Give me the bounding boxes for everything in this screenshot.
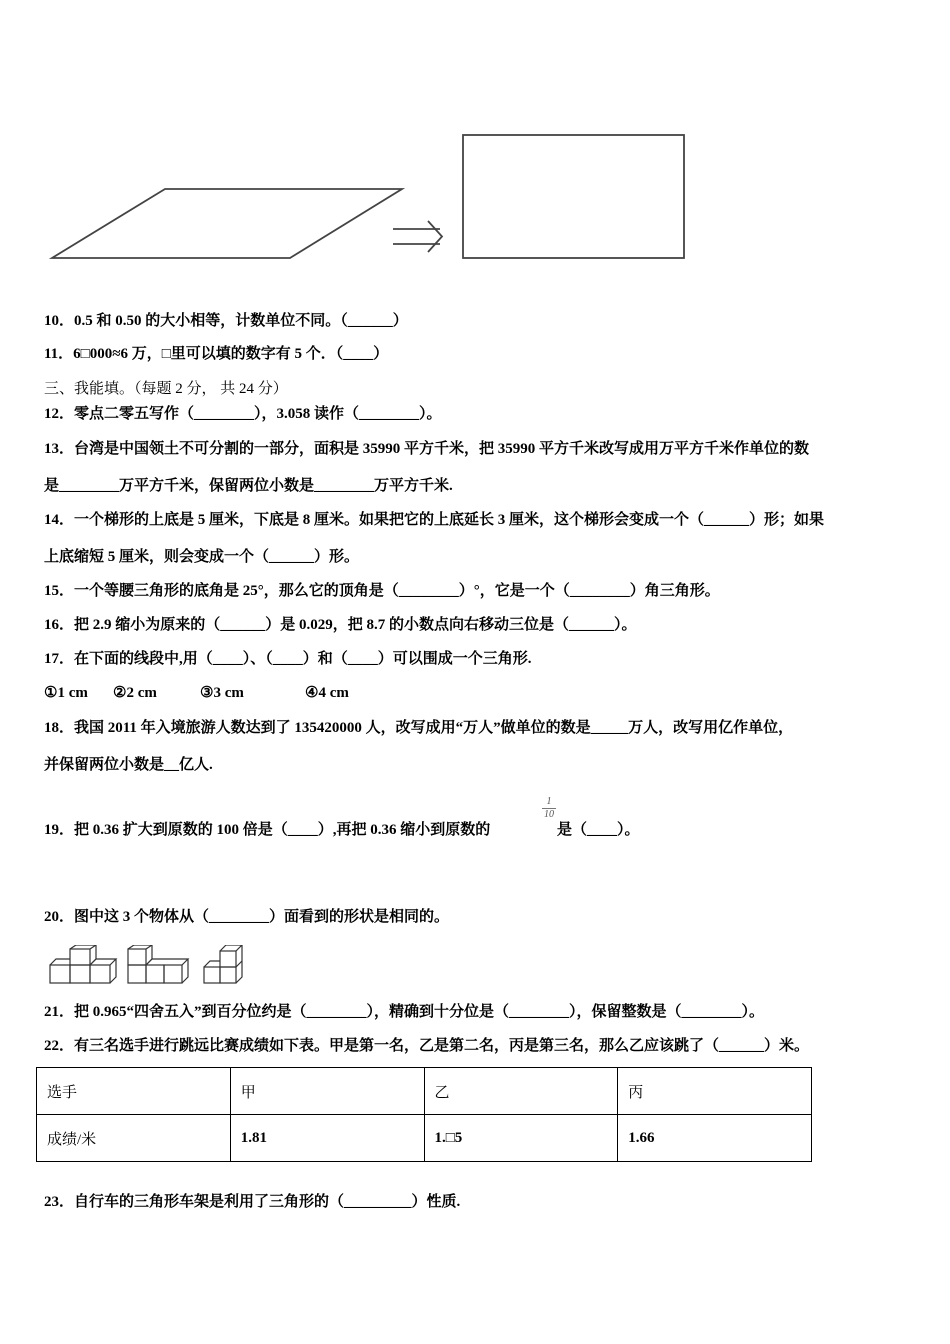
question-17-option-4: ④4 cm xyxy=(305,685,349,701)
question-14-line2: 上底缩短 5 厘米，则会变成一个（______）形。 xyxy=(44,549,360,565)
question-17-option-3: ③3 cm xyxy=(200,685,244,701)
table-cell: 乙 xyxy=(424,1068,618,1115)
table-cell: 丙 xyxy=(618,1068,812,1115)
question-17-option-1: ①1 cm xyxy=(44,685,88,701)
table-cell: 1.□5 xyxy=(424,1115,618,1162)
question-13-line2: 是________万平方千米，保留两位小数是________万平方千米. xyxy=(44,478,453,494)
one-tenth-fraction xyxy=(541,796,557,821)
question-21: 21．把 0.965“四舍五入”到百分位约是（________），精确到十分位是（________），保留整数是（________）。 xyxy=(44,1004,765,1020)
table-cell: 甲 xyxy=(230,1068,424,1115)
question-20: 20．图中这 3 个物体从（________）面看到的形状是相同的。 xyxy=(44,909,450,925)
question-17: 17．在下面的线段中,用（____）、（____）和（____）可以围成一个三角形. xyxy=(44,651,532,667)
cube-object-1 xyxy=(50,945,116,983)
fraction-denominator: 10 xyxy=(544,809,554,820)
question-23: 23．自行车的三角形车架是利用了三角形的（_________）性质. xyxy=(44,1194,461,1210)
rectangle-shape xyxy=(463,135,684,258)
long-jump-results-table xyxy=(36,1067,812,1162)
section-heading: 三、我能填。（每题 2 分， 共 24 分） xyxy=(44,381,288,397)
question-12: 12．零点二零五写作（________），3.058 读作（________）。 xyxy=(44,406,442,422)
parallelogram-to-rectangle-figure xyxy=(0,0,950,280)
cube-objects-figure xyxy=(44,945,264,987)
double-arrow-icon xyxy=(393,221,442,252)
question-13-line1: 13．台湾是中国领土不可分割的一部分，面积是 35990 平方千米，把 35990 平方千米改写成用万平方千米作单位的数 xyxy=(44,441,810,457)
question-15: 15．一个等腰三角形的底角是 25°，那么它的顶角是（________）°，它是一个（________）角三角形。 xyxy=(44,583,720,599)
question-18-line1: 18．我国 2011 年入境旅游人数达到了 135420000 人，改写成用“万人”做单位的数是_____万人，改写用亿作单位， xyxy=(44,720,794,736)
table-cell: 1.66 xyxy=(618,1115,812,1162)
table-cell: 1.81 xyxy=(230,1115,424,1162)
question-11: 11．6□000≈6 万，□里可以填的数字有 5 个．（____） xyxy=(44,346,389,362)
question-18-line2: 并保留两位小数是__亿人. xyxy=(44,757,213,773)
question-17-option-2: ②2 cm xyxy=(113,685,157,701)
question-14-line1: 14．一个梯形的上底是 5 厘米，下底是 8 厘米。如果把它的上底延长 3 厘米，这个梯形会变成一个（______）形；如果 xyxy=(44,512,825,528)
table-header-row xyxy=(37,1068,812,1115)
table-cell: 选手 xyxy=(37,1068,231,1115)
question-19-part1: 19．把 0.36 扩大到原数的 100 倍是（____）,再把 0.36 缩小到原数的 xyxy=(44,822,491,838)
question-19-part2: 是（____）。 xyxy=(557,822,640,838)
cube-object-2 xyxy=(128,945,188,983)
fraction-numerator: 1 xyxy=(546,796,552,807)
cube-object-3 xyxy=(204,945,242,983)
question-22: 22．有三名选手进行跳远比赛成绩如下表。甲是第一名，乙是第二名，丙是第三名，那么乙应该跳了（______）米。 xyxy=(44,1038,810,1054)
question-10: 10．0.5 和 0.50 的大小相等，计数单位不同。（______） xyxy=(44,313,408,329)
question-16: 16．把 2.9 缩小为原来的（______）是 0.029，把 8.7 的小数点向右移动三位是（______）。 xyxy=(44,617,637,633)
table-cell: 成绩/米 xyxy=(37,1115,231,1162)
table-row xyxy=(37,1115,812,1162)
parallelogram-shape xyxy=(52,189,402,258)
